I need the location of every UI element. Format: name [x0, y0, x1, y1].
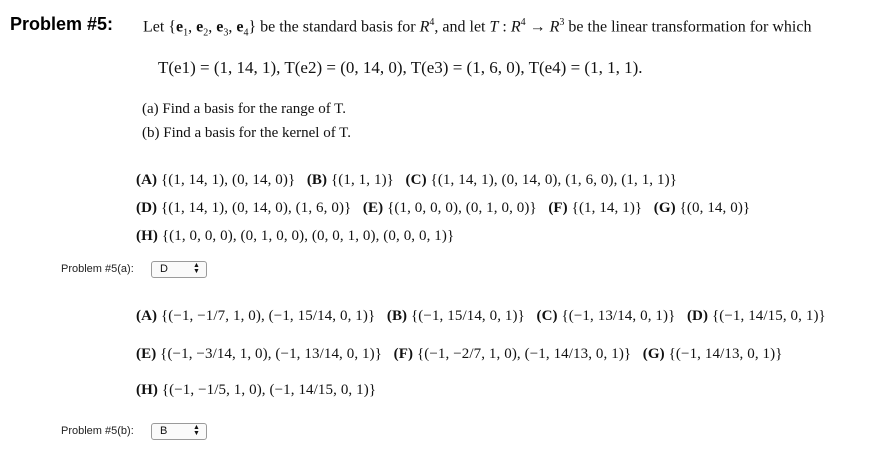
option-b-F: {(−1, −2/7, 1, 0), (−1, 14/13, 0, 1)}	[416, 346, 632, 362]
answer-a-select[interactable]	[151, 261, 207, 278]
option-b-B: {(−1, 15/14, 0, 1)}	[411, 308, 525, 324]
option-b-E: {(−1, −3/14, 1, 0), (−1, 13/14, 0, 1)}	[160, 346, 383, 362]
option-a-B: {(1, 1, 1)}	[330, 172, 394, 188]
part-b-prompt: (b) Find a basis for the kernel of T.	[142, 125, 351, 141]
option-b-D: {(−1, 14/15, 0, 1)}	[711, 308, 826, 324]
options-b-row-1: (A) {(−1, −1/7, 1, 0), (−1, 15/14, 0, 1)} (B) {(−1, 15/14, 0, 1)} (C) {(−1, 13/14, 0, 1)} (D) {(−1, 14/15, 0, 1)}	[136, 308, 826, 324]
options-a-row-1: (A) {(1, 14, 1), (0, 14, 0)} (B) {(1, 1, 1)} (C) {(1, 14, 1), (0, 14, 0), (1, 6, 0), (1, 1, 1)}	[136, 172, 677, 188]
options-a-row-3: (H) {(1, 0, 0, 0), (0, 1, 0, 0), (0, 0, 1, 0), (0, 0, 0, 1)}	[136, 228, 455, 244]
option-b-A: {(−1, −1/7, 1, 0), (−1, 15/14, 0, 1)}	[160, 308, 376, 324]
options-b-row-2: (E) {(−1, −3/14, 1, 0), (−1, 13/14, 0, 1)} (F) {(−1, −2/7, 1, 0), (−1, 14/13, 0, 1)} (G) {(−1, 14/13, 0, 1)}	[136, 346, 783, 362]
option-a-D: {(1, 14, 1), (0, 14, 0), (1, 6, 0)}	[160, 200, 352, 216]
answer-b-value: B	[160, 425, 168, 437]
answer-a-label: Problem #5(a):	[61, 263, 134, 275]
option-a-C: {(1, 14, 1), (0, 14, 0), (1, 6, 0), (1, 1, 1)}	[430, 172, 677, 188]
answer-a-value: D	[160, 263, 168, 275]
problem-title: Problem #5:	[10, 14, 114, 34]
up-down-arrows-icon: ▲ ▼	[193, 424, 200, 437]
options-b-row-3: (H) {(−1, −1/5, 1, 0), (−1, 14/15, 0, 1)}	[136, 382, 377, 398]
answer-b-label: Problem #5(b):	[61, 425, 134, 437]
options-a-row-2: (D) {(1, 14, 1), (0, 14, 0), (1, 6, 0)} (E) {(1, 0, 0, 0), (0, 1, 0, 0)} (F) {(1, 14, 1)} (G) {(0, 14, 0)}	[136, 200, 751, 216]
option-b-H: {(−1, −1/5, 1, 0), (−1, 14/15, 0, 1)}	[161, 382, 377, 398]
option-a-G: {(0, 14, 0)}	[679, 200, 751, 216]
answer-b-select[interactable]	[151, 423, 207, 440]
option-a-E: {(1, 0, 0, 0), (0, 1, 0, 0)}	[387, 200, 537, 216]
up-down-arrows-icon: ▲ ▼	[193, 262, 200, 275]
option-a-A: {(1, 14, 1), (0, 14, 0)}	[160, 172, 296, 188]
transformation-equations: T(e1) = (1, 14, 1), T(e2) = (0, 14, 0), T(e3) = (1, 6, 0), T(e4) = (1, 1, 1).	[158, 58, 643, 77]
option-a-H: {(1, 0, 0, 0), (0, 1, 0, 0), (0, 0, 1, 0), (0, 0, 0, 1)}	[161, 228, 455, 244]
problem-intro: Let {$e_1$, $e_2$, $e_3$, $e_4$} be the standard basis for $R^4$, and let T : $R^4 \to R^3$ be the linear transformation for which	[143, 17, 812, 39]
option-a-F: {(1, 14, 1)}	[571, 200, 643, 216]
part-a-prompt: (a) Find a basis for the range of T.	[142, 101, 346, 117]
option-b-C: {(−1, 13/14, 0, 1)}	[561, 308, 676, 324]
option-b-G: {(−1, 14/13, 0, 1)}	[668, 346, 783, 362]
